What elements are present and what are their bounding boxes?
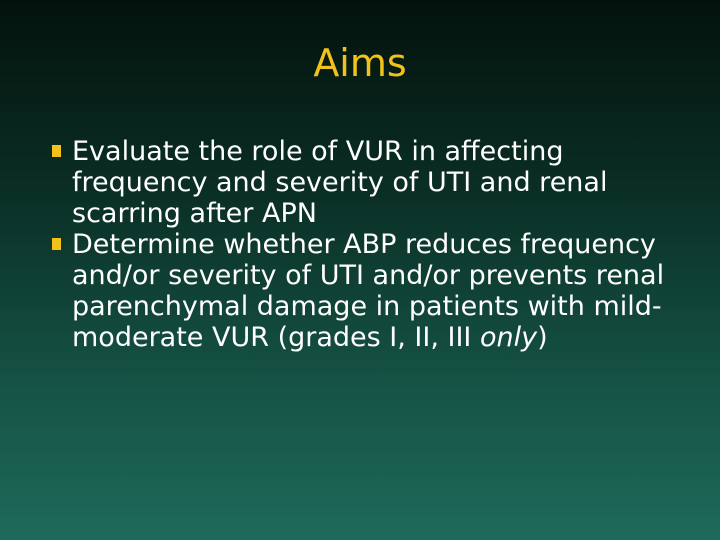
bullet-item-1 [46,136,686,229]
square-bullet-icon [52,145,61,157]
square-bullet-icon [52,238,61,250]
bullet-text [72,229,686,353]
bullet-item-2 [46,229,686,353]
bullet-text-end: ) [537,322,548,353]
bullet-text: Evaluate the role of VUR in affecting frequency and severity of UTI and renal scarring after APN [72,136,608,229]
bullet-list [46,136,686,353]
slide-title: Aims [313,41,407,85]
bullet-text-main: Determine whether ABP reduces frequency and/or severity of UTI and/or prevents renal parenchymal damage in patients with mild-moderate VUR (grades I, II, III [72,229,665,353]
bullet-text-italic: only [479,322,538,353]
